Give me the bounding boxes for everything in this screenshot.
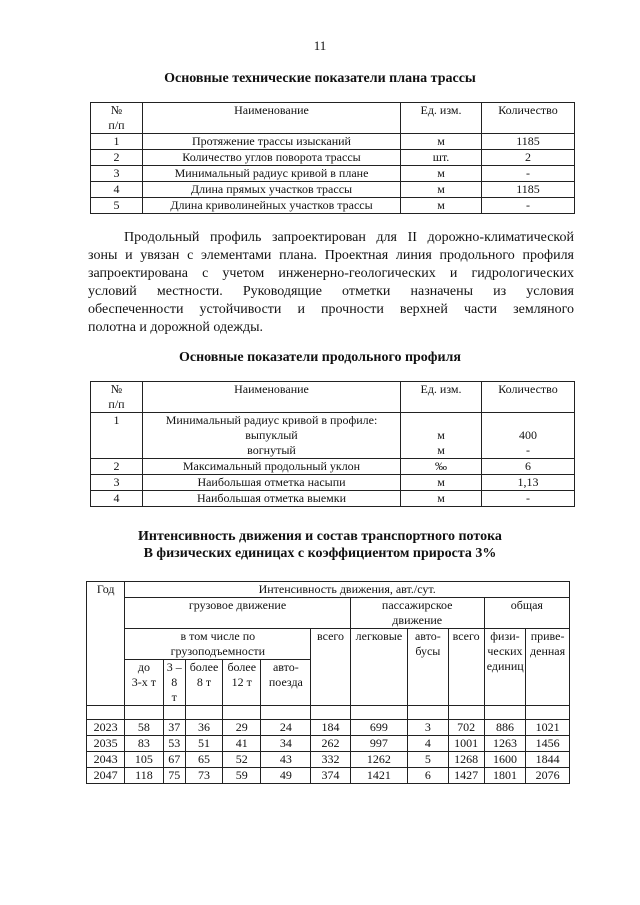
header-buses: авто- бусы (408, 629, 448, 706)
header-qty: Количество (482, 103, 575, 134)
header-intensity: Интенсивность движения, авт./сут. (125, 582, 570, 598)
traffic-header-row-2 (87, 598, 570, 629)
table-row: 4 Длина прямых участков трассы м 1185 (91, 182, 575, 198)
table-row: 2047 118 75 73 59 49 374 1421 6 1427 1801 2076 (87, 768, 570, 784)
header-reduced: приве- денная (526, 629, 570, 706)
plan-table (90, 102, 575, 214)
header-name: Наименование (143, 382, 401, 413)
profile-table (90, 381, 575, 507)
plan-table-header (91, 103, 575, 134)
traffic-header-row-3 (87, 629, 570, 660)
traffic-spacer-row (87, 706, 570, 720)
plan-table-title: Основные технические показатели плана трассы (164, 71, 476, 86)
profile-table-header (91, 382, 575, 413)
header-name: Наименование (143, 103, 401, 134)
header-unit: Ед. изм. (401, 103, 482, 134)
header-total: общая (484, 598, 569, 629)
page-number: 11 (313, 38, 327, 53)
profile-paragraph: Продольный профиль запроектирован для II дорожно-климатической зоны и увязан с элементами плана. Проектная линия продольного профиля запроектирована с учетом инженерно-геологических и гидрологических условий местности. Руководящие отметки назначены из условия обеспеченности устойчивости и прочности верхней части земляного полотна и дорожной одежды. (88, 230, 574, 335)
table-row: 2023 58 37 36 29 24 184 699 3 702 886 1021 (87, 720, 570, 736)
header-num: № п/п (91, 382, 143, 413)
table-row: 2 Количество углов поворота трассы шт. 2 (91, 150, 575, 166)
header-cars: легковые (350, 629, 407, 706)
header-c3: более 8 т (185, 660, 222, 706)
header-phys: физи- ческих единиц (484, 629, 525, 706)
table-row: 1 Минимальный радиус кривой в профиле: выпуклый вогнутый м м 400 - (91, 413, 575, 459)
header-pass-all: всего (448, 629, 484, 706)
table-row: 2 Максимальный продольный уклон ‰ 6 (91, 459, 575, 475)
header-c1: до 3-х т (125, 660, 163, 706)
header-c4: более 12 т (223, 660, 261, 706)
table-row: 4 Наибольшая отметка выемки м - (91, 491, 575, 507)
header-c2: 3 – 8 т (163, 660, 185, 706)
header-cargo: грузовое движение (125, 598, 350, 629)
traffic-header-row-1 (87, 582, 570, 598)
table-row: 2043 105 67 65 52 43 332 1262 5 1268 1600 1844 (87, 752, 570, 768)
header-incl: в том числе по грузоподъемности (125, 629, 311, 660)
table-row: 3 Наибольшая отметка насыпи м 1,13 (91, 475, 575, 491)
traffic-table (86, 581, 570, 784)
header-passenger: пассажирское движение (350, 598, 484, 629)
header-year: Год (87, 582, 125, 706)
table-row: 5 Длина криволинейных участков трассы м - (91, 198, 575, 214)
header-unit: Ед. изм. (401, 382, 482, 413)
table-row: 1 Протяжение трассы изысканий м 1185 (91, 134, 575, 150)
header-qty: Количество (482, 382, 575, 413)
table-row: 3 Минимальный радиус кривой в плане м - (91, 166, 575, 182)
table-row: 2035 83 53 51 41 34 262 997 4 1001 1263 1456 (87, 736, 570, 752)
header-c5: авто- поезда (261, 660, 311, 706)
traffic-table-title: Интенсивность движения и состав транспортного потока В физических единицах с коэффициентом прироста 3% (138, 529, 502, 561)
header-num: № п/п (91, 103, 143, 134)
profile-table-title: Основные показатели продольного профиля (178, 350, 461, 365)
header-cargo-all: всего (311, 629, 350, 706)
